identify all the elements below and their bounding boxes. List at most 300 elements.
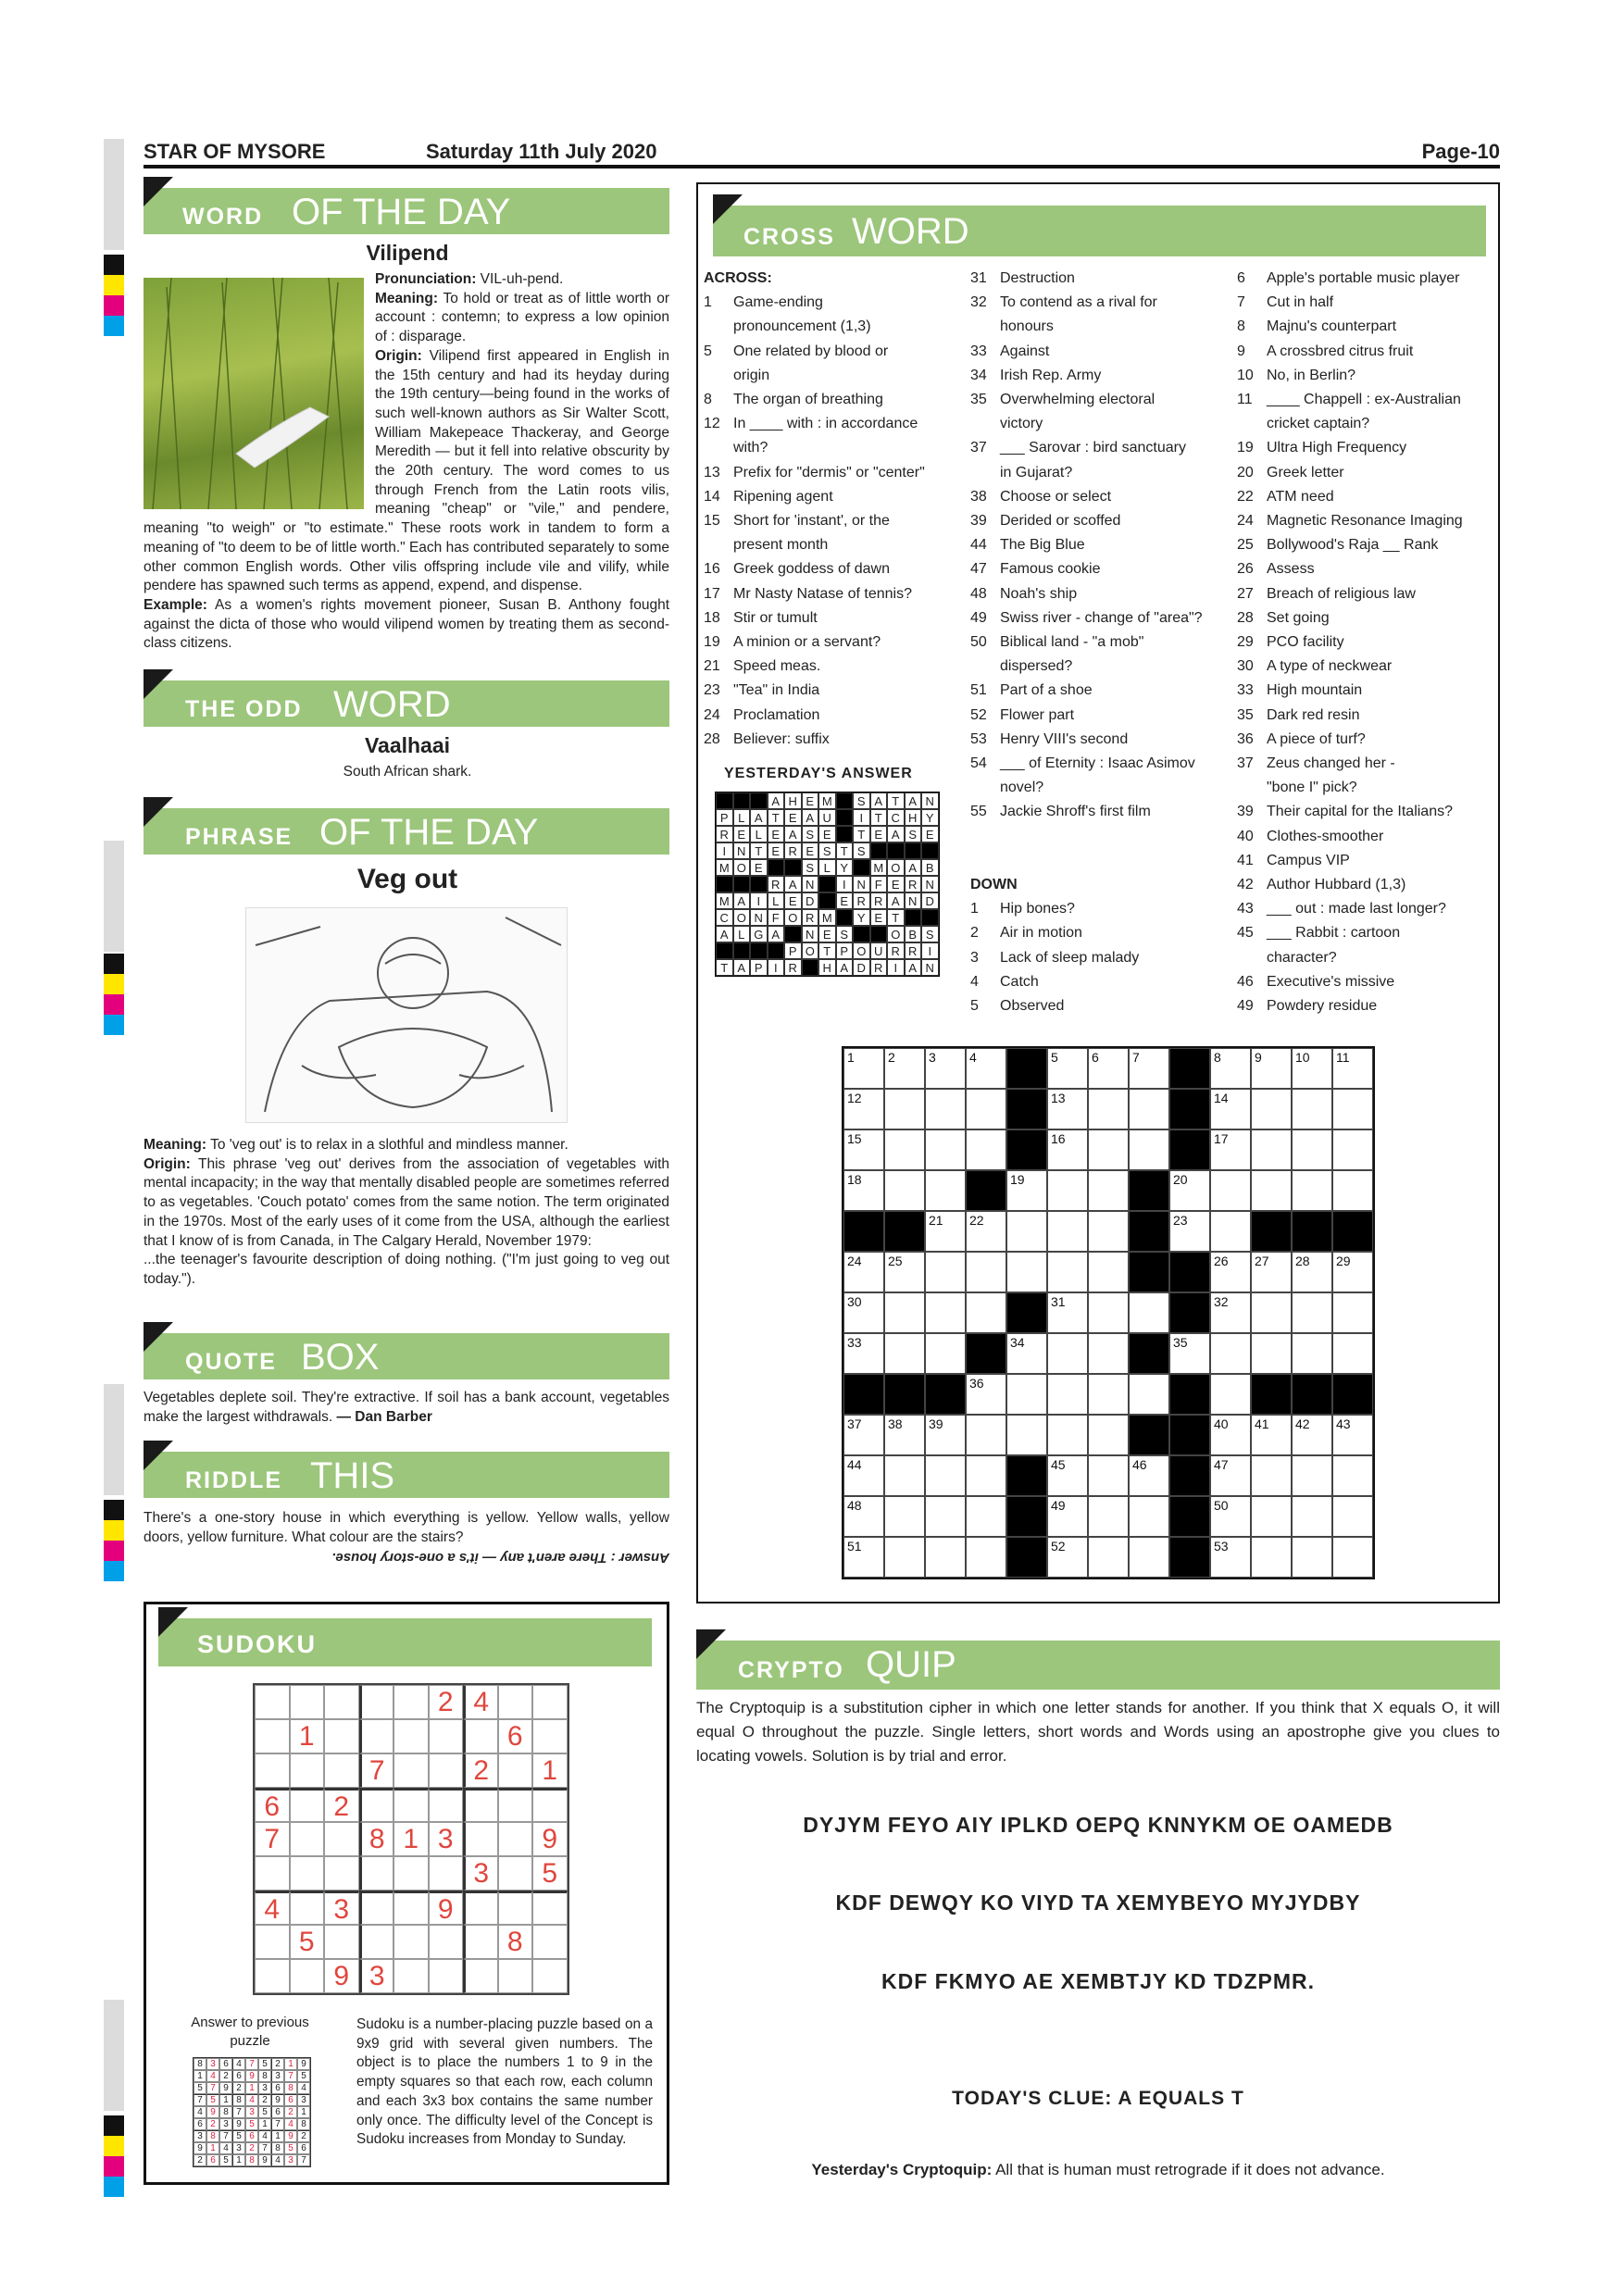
sudoku-cell[interactable]	[394, 1788, 429, 1822]
crossword-cell[interactable]	[1210, 1170, 1251, 1211]
crossword-cell[interactable]	[1006, 1252, 1047, 1292]
sudoku-cell[interactable]	[463, 1959, 498, 1993]
answer-cell: L	[733, 926, 751, 942]
clue-number: 31	[1051, 1294, 1066, 1309]
crossword-cell[interactable]	[1169, 1537, 1210, 1578]
sudoku-cell[interactable]	[394, 1925, 429, 1959]
crossword-cell[interactable]	[925, 1496, 966, 1537]
answer-cell: O	[733, 859, 751, 876]
crossword-cell[interactable]	[843, 1455, 884, 1496]
crossword-cell[interactable]	[1292, 1048, 1332, 1089]
crossword-cell[interactable]	[843, 1537, 884, 1578]
crossword-cell[interactable]	[1006, 1496, 1047, 1537]
crossword-cell[interactable]	[1332, 1333, 1373, 1374]
crossword-cell[interactable]	[1251, 1537, 1292, 1578]
crossword-cell[interactable]	[1251, 1292, 1292, 1333]
sudoku-cell[interactable]	[359, 1925, 394, 1959]
crossword-cell[interactable]	[1006, 1333, 1047, 1374]
crossword-cell[interactable]	[1332, 1170, 1373, 1211]
crossword-cell[interactable]	[1047, 1415, 1088, 1455]
answer-cell	[921, 842, 939, 859]
crossword-cell[interactable]	[1088, 1129, 1129, 1170]
sudoku-cell[interactable]	[324, 1719, 359, 1753]
sudoku-cell[interactable]	[255, 1925, 290, 1959]
clue-item: 49 Powdery residue	[1237, 998, 1378, 1015]
clue-item: 11 ____ Chappell : ex-Australian	[1237, 392, 1461, 408]
across-clues-col1: ACROSS: 1 Game-ending pronouncement (1,3) 5 One related by blood or origin 8 The organ of breathing 12 In ____ with : in accordance with? 13 Prefix for "dermis" or "center" 14 Ripening agent 15 Short for 'instant', or the present month 16 Greek goddess of dawn 17 Mr Nasty Natase of tennis? 18 Stir or tumult 19 A minion or a servant? 21 Speed meas. 23 "Tea" in India 24 Proclamation 28 Believer: suffix	[704, 267, 963, 752]
crossword-cell[interactable]	[1292, 1496, 1332, 1537]
sudoku-cell[interactable]	[463, 1925, 498, 1959]
clue-number: 39	[929, 1416, 943, 1431]
clue-item: character?	[1267, 949, 1337, 966]
crossword-cell[interactable]	[1292, 1252, 1332, 1292]
crossword-cell[interactable]	[966, 1333, 1006, 1374]
clue-item: 39 Derided or scoffed	[970, 513, 1121, 530]
crossword-cell[interactable]	[1129, 1537, 1169, 1578]
sudoku-cell[interactable]: 8	[359, 1822, 394, 1856]
crossword-cell[interactable]	[884, 1129, 925, 1170]
sudoku-cell[interactable]: 4	[255, 1890, 290, 1925]
crossword-cell[interactable]	[1251, 1170, 1292, 1211]
crossword-cell[interactable]	[1169, 1211, 1210, 1252]
crossword-cell[interactable]	[1129, 1129, 1169, 1170]
sudoku-cell[interactable]	[394, 1959, 429, 1993]
crossword-cell[interactable]	[925, 1333, 966, 1374]
crossword-cell[interactable]	[843, 1170, 884, 1211]
clue-item: 15 Short for 'instant', or the	[704, 513, 890, 530]
crossword-cell[interactable]	[1210, 1537, 1251, 1578]
sudoku-cell[interactable]: 9	[429, 1890, 464, 1925]
sudoku-answer-cell: 4	[271, 2154, 284, 2166]
crossword-cell[interactable]	[1006, 1211, 1047, 1252]
crossword-cell[interactable]	[1006, 1089, 1047, 1129]
crossword-cell[interactable]	[1129, 1211, 1169, 1252]
clue-item: 12 In ____ with : in accordance	[704, 416, 918, 432]
clue-number: 22	[969, 1213, 984, 1228]
crossword-cell[interactable]	[1210, 1374, 1251, 1415]
crossword-cell[interactable]	[1169, 1252, 1210, 1292]
sudoku-cell[interactable]	[429, 1856, 464, 1890]
crossword-cell[interactable]	[966, 1374, 1006, 1415]
crossword-cell[interactable]	[1129, 1455, 1169, 1496]
crossword-cell[interactable]	[1210, 1252, 1251, 1292]
crossword-cell[interactable]	[1129, 1089, 1169, 1129]
crossword-cell[interactable]	[1129, 1048, 1169, 1089]
sudoku-cell[interactable]	[324, 1925, 359, 1959]
crossword-cell[interactable]	[1210, 1089, 1251, 1129]
sudoku-answer-cell: 1	[245, 2082, 258, 2094]
paper-name: STAR OF MYSORE	[144, 140, 326, 163]
crossword-cell[interactable]	[925, 1374, 966, 1415]
crossword-cell[interactable]	[1088, 1455, 1129, 1496]
sudoku-answer-cell: 5	[194, 2082, 206, 2094]
crossword-cell[interactable]	[1169, 1455, 1210, 1496]
crossword-cell[interactable]	[1047, 1170, 1088, 1211]
answer-cell: R	[905, 876, 922, 892]
crossword-cell[interactable]	[1332, 1374, 1373, 1415]
crossword-cell[interactable]	[1088, 1374, 1129, 1415]
crossword-cell[interactable]	[925, 1089, 966, 1129]
yesterday-answer-label: YESTERDAY'S ANSWER	[724, 766, 913, 781]
crossword-cell[interactable]	[1006, 1537, 1047, 1578]
crossword-cell[interactable]	[925, 1252, 966, 1292]
answer-cell: S	[818, 842, 836, 859]
crossword-cell[interactable]	[1251, 1415, 1292, 1455]
sudoku-cell[interactable]	[429, 1959, 464, 1993]
crossword-cell[interactable]	[966, 1170, 1006, 1211]
crossword-cell[interactable]	[1251, 1333, 1292, 1374]
crossword-cell[interactable]	[843, 1252, 884, 1292]
crossword-cell[interactable]	[884, 1496, 925, 1537]
crossword-cell[interactable]	[1129, 1415, 1169, 1455]
crossword-cell[interactable]	[1210, 1292, 1251, 1333]
crossword-cell[interactable]	[1088, 1252, 1129, 1292]
crossword-cell[interactable]	[1047, 1333, 1088, 1374]
crossword-cell[interactable]	[884, 1292, 925, 1333]
sudoku-cell[interactable]	[498, 1822, 533, 1856]
crossword-cell[interactable]	[966, 1496, 1006, 1537]
crossword-cell[interactable]	[966, 1211, 1006, 1252]
sudoku-cell[interactable]	[255, 1753, 290, 1788]
sudoku-cell[interactable]	[255, 1959, 290, 1993]
crossword-cell[interactable]	[1088, 1048, 1129, 1089]
crossword-cell[interactable]	[925, 1455, 966, 1496]
sudoku-cell[interactable]	[498, 1890, 533, 1925]
answer-cell: O	[784, 909, 802, 926]
clue-number: 29	[1336, 1254, 1351, 1268]
sudoku-cell[interactable]	[463, 1719, 498, 1753]
answer-cell: N	[905, 892, 922, 909]
crossword-cell[interactable]	[884, 1048, 925, 1089]
crossword-cell[interactable]	[843, 1129, 884, 1170]
quote-band: QUOTE BOX	[144, 1333, 669, 1379]
crossword-cell[interactable]	[884, 1252, 925, 1292]
sudoku-cell[interactable]	[290, 1856, 325, 1890]
crossword-cell[interactable]	[843, 1089, 884, 1129]
sudoku-cell[interactable]	[532, 1959, 568, 1993]
sudoku-cell[interactable]	[394, 1685, 429, 1719]
crossword-cell[interactable]	[1169, 1048, 1210, 1089]
crossword-cell[interactable]	[1169, 1129, 1210, 1170]
crossword-cell[interactable]	[1088, 1292, 1129, 1333]
sudoku-cell[interactable]	[463, 1822, 498, 1856]
answer-cell: A	[802, 809, 819, 826]
crossword-cell[interactable]	[1292, 1374, 1332, 1415]
crossword-cell[interactable]	[1169, 1333, 1210, 1374]
crossword-cell[interactable]	[1332, 1537, 1373, 1578]
crossword-cell[interactable]	[1210, 1415, 1251, 1455]
sudoku-cell[interactable]	[394, 1719, 429, 1753]
crossword-cell[interactable]	[1251, 1129, 1292, 1170]
crossword-cell[interactable]	[884, 1374, 925, 1415]
crossword-cell[interactable]	[1169, 1292, 1210, 1333]
crossword-cell[interactable]	[1006, 1415, 1047, 1455]
sudoku-cell[interactable]	[498, 1753, 533, 1788]
sudoku-cell[interactable]	[429, 1719, 464, 1753]
sudoku-cell[interactable]: 2	[429, 1685, 464, 1719]
crossword-cell[interactable]	[1210, 1333, 1251, 1374]
crossword-cell[interactable]	[925, 1048, 966, 1089]
crossword-cell[interactable]	[1088, 1537, 1129, 1578]
crossword-cell[interactable]	[1292, 1537, 1332, 1578]
crossword-cell[interactable]	[925, 1292, 966, 1333]
clue-item: cricket captain?	[1267, 416, 1370, 432]
crossword-cell[interactable]	[1129, 1252, 1169, 1292]
sudoku-cell[interactable]	[532, 1890, 568, 1925]
sudoku-cell[interactable]: 1	[290, 1719, 325, 1753]
crossword-cell[interactable]	[966, 1089, 1006, 1129]
phrase-title: Veg out	[356, 864, 458, 894]
sudoku-cell[interactable]: 5	[290, 1925, 325, 1959]
sudoku-cell[interactable]	[498, 1856, 533, 1890]
sudoku-cell[interactable]: 1	[394, 1822, 429, 1856]
crossword-cell[interactable]	[1292, 1333, 1332, 1374]
crossword-cell[interactable]	[1047, 1455, 1088, 1496]
sudoku-answer-cell: 1	[206, 2142, 219, 2154]
crossword-cell[interactable]	[1047, 1252, 1088, 1292]
crossword-cell[interactable]	[966, 1537, 1006, 1578]
crossword-cell[interactable]	[884, 1455, 925, 1496]
crossword-cell[interactable]	[843, 1211, 884, 1252]
crossword-cell[interactable]	[1006, 1048, 1047, 1089]
crossword-cell[interactable]	[843, 1333, 884, 1374]
crossword-cell[interactable]	[1251, 1374, 1292, 1415]
crossword-cell[interactable]	[925, 1129, 966, 1170]
crossword-cell[interactable]	[1088, 1170, 1129, 1211]
sudoku-cell[interactable]	[532, 1719, 568, 1753]
answer-cell: T	[750, 842, 768, 859]
crossword-cell[interactable]	[1169, 1374, 1210, 1415]
crossword-cell[interactable]	[1129, 1292, 1169, 1333]
sudoku-cell[interactable]	[290, 1685, 325, 1719]
sudoku-cell[interactable]	[324, 1822, 359, 1856]
crossword-cell[interactable]	[1047, 1496, 1088, 1537]
crossword-cell[interactable]	[1251, 1496, 1292, 1537]
sudoku-cell[interactable]	[429, 1925, 464, 1959]
crossword-cell[interactable]	[843, 1048, 884, 1089]
crossword-cell[interactable]	[1169, 1089, 1210, 1129]
crossword-cell[interactable]	[966, 1292, 1006, 1333]
sudoku-cell[interactable]	[498, 1788, 533, 1822]
sudoku-answer-cell: 6	[271, 2082, 284, 2094]
crossword-cell[interactable]	[1006, 1129, 1047, 1170]
sudoku-answer-cell: 6	[297, 2142, 310, 2154]
sudoku-cell[interactable]	[359, 1788, 394, 1822]
sudoku-cell[interactable]: 4	[463, 1685, 498, 1719]
crossword-cell[interactable]	[1129, 1374, 1169, 1415]
answer-cell	[768, 942, 785, 959]
sudoku-answer-cell: 8	[194, 2058, 206, 2070]
clue-number: 25	[888, 1254, 903, 1268]
crossword-cell[interactable]	[1006, 1455, 1047, 1496]
sudoku-cell[interactable]	[463, 1788, 498, 1822]
sudoku-cell[interactable]	[290, 1753, 325, 1788]
crossword-cell[interactable]	[1332, 1211, 1373, 1252]
sudoku-cell[interactable]	[532, 1685, 568, 1719]
crossword-cell[interactable]	[1210, 1455, 1251, 1496]
crossword-cell[interactable]	[1332, 1496, 1373, 1537]
crossword-cell[interactable]	[1210, 1211, 1251, 1252]
crossword-cell[interactable]	[966, 1252, 1006, 1292]
sudoku-cell[interactable]: 5	[532, 1856, 568, 1890]
sudoku-cell[interactable]	[290, 1959, 325, 1993]
sudoku-answer-cell: 7	[297, 2154, 310, 2166]
crossword-cell[interactable]	[925, 1211, 966, 1252]
crossword-cell[interactable]	[1047, 1537, 1088, 1578]
crossword-cell[interactable]	[1332, 1089, 1373, 1129]
crossword-cell[interactable]	[1292, 1415, 1332, 1455]
answer-cell: T	[853, 826, 870, 842]
crossword-cell[interactable]	[1047, 1292, 1088, 1333]
sudoku-cell[interactable]	[290, 1890, 325, 1925]
crossword-cell[interactable]	[1006, 1374, 1047, 1415]
sudoku-cell[interactable]	[359, 1685, 394, 1719]
crossword-cell[interactable]	[1047, 1048, 1088, 1089]
crossword-cell[interactable]	[1088, 1333, 1129, 1374]
sudoku-cell[interactable]	[498, 1959, 533, 1993]
crossword-cell[interactable]	[1332, 1252, 1373, 1292]
crossword-cell[interactable]	[1292, 1455, 1332, 1496]
sudoku-cell[interactable]	[359, 1890, 394, 1925]
sudoku-answer-cell: 6	[284, 2094, 297, 2106]
crossword-cell[interactable]	[1251, 1211, 1292, 1252]
crossword-cell[interactable]	[966, 1129, 1006, 1170]
crossword-cell[interactable]	[843, 1374, 884, 1415]
sudoku-cell[interactable]	[463, 1890, 498, 1925]
sudoku-cell[interactable]	[324, 1685, 359, 1719]
sudoku-cell[interactable]	[359, 1719, 394, 1753]
crossword-cell[interactable]	[1332, 1292, 1373, 1333]
sudoku-cell[interactable]: 1	[532, 1753, 568, 1788]
crossword-cell[interactable]	[1129, 1496, 1169, 1537]
crossword-cell[interactable]	[925, 1415, 966, 1455]
sudoku-cell[interactable]	[394, 1890, 429, 1925]
sudoku-answer-cell: 4	[219, 2142, 232, 2154]
crossword-cell[interactable]	[1006, 1170, 1047, 1211]
crossword-cell[interactable]	[1292, 1292, 1332, 1333]
crossword-cell[interactable]	[1088, 1415, 1129, 1455]
crossword-cell[interactable]	[1251, 1455, 1292, 1496]
crossword-cell[interactable]	[1292, 1211, 1332, 1252]
sudoku-cell[interactable]	[324, 1856, 359, 1890]
crossword-cell[interactable]	[884, 1211, 925, 1252]
crossword-cell[interactable]	[1088, 1496, 1129, 1537]
sudoku-cell[interactable]: 7	[359, 1753, 394, 1788]
crossword-cell[interactable]	[1169, 1496, 1210, 1537]
sudoku-cell[interactable]: 6	[498, 1719, 533, 1753]
sudoku-cell[interactable]	[532, 1788, 568, 1822]
sudoku-cell[interactable]: 3	[429, 1822, 464, 1856]
crossword-cell[interactable]	[1047, 1374, 1088, 1415]
sudoku-cell[interactable]: 7	[255, 1822, 290, 1856]
crossword-cell[interactable]	[1210, 1048, 1251, 1089]
crossword-cell[interactable]	[1292, 1129, 1332, 1170]
sudoku-cell[interactable]: 9	[532, 1822, 568, 1856]
crossword-cell[interactable]	[1047, 1211, 1088, 1252]
crossword-cell[interactable]	[1332, 1415, 1373, 1455]
crossword-cell[interactable]	[1210, 1129, 1251, 1170]
crossword-cell[interactable]	[1251, 1048, 1292, 1089]
sudoku-cell[interactable]	[532, 1925, 568, 1959]
clue-item: 35 Overwhelming electoral	[970, 392, 1156, 408]
crossword-cell[interactable]	[966, 1048, 1006, 1089]
crossword-cell[interactable]	[966, 1415, 1006, 1455]
crossword-cell[interactable]	[925, 1537, 966, 1578]
crossword-cell[interactable]	[1332, 1048, 1373, 1089]
crossword-cell[interactable]	[884, 1333, 925, 1374]
answer-cell: O	[887, 859, 905, 876]
sudoku-cell[interactable]: 6	[255, 1788, 290, 1822]
sudoku-answer-grid	[193, 2057, 311, 2167]
sudoku-cell[interactable]: 3	[324, 1890, 359, 1925]
sudoku-cell[interactable]: 9	[324, 1959, 359, 1993]
crossword-cell[interactable]	[1251, 1252, 1292, 1292]
sudoku-cell[interactable]	[429, 1788, 464, 1822]
crossword-cell[interactable]	[884, 1537, 925, 1578]
crossword-cell[interactable]	[1169, 1170, 1210, 1211]
clue-item: 31 Destruction	[970, 270, 1075, 286]
sudoku-cell[interactable]	[255, 1719, 290, 1753]
sudoku-cell[interactable]	[290, 1822, 325, 1856]
sudoku-cell[interactable]: 3	[463, 1856, 498, 1890]
sudoku-answer-cell: 2	[219, 2070, 232, 2082]
answer-cell	[716, 876, 733, 892]
crossword-cell[interactable]	[843, 1415, 884, 1455]
sudoku-cell[interactable]	[429, 1753, 464, 1788]
crossword-cell[interactable]	[1129, 1170, 1169, 1211]
sudoku-cell[interactable]	[394, 1856, 429, 1890]
crossword-cell[interactable]	[884, 1170, 925, 1211]
crossword-cell[interactable]	[1292, 1089, 1332, 1129]
sudoku-cell[interactable]	[394, 1753, 429, 1788]
sudoku-cell[interactable]	[255, 1685, 290, 1719]
crossword-cell[interactable]	[925, 1170, 966, 1211]
crossword-cell[interactable]	[1088, 1089, 1129, 1129]
crossword-cell[interactable]	[884, 1089, 925, 1129]
crossword-cell[interactable]	[1169, 1415, 1210, 1455]
sudoku-cell[interactable]: 3	[359, 1959, 394, 1993]
crossword-cell[interactable]	[1047, 1129, 1088, 1170]
clue-item: 39 Their capital for the Italians?	[1237, 804, 1453, 820]
crossword-cell[interactable]	[1332, 1455, 1373, 1496]
crossword-cell[interactable]	[1088, 1211, 1129, 1252]
sudoku-answer-cell: 1	[232, 2154, 245, 2166]
crossword-cell[interactable]	[966, 1455, 1006, 1496]
crossword-cell[interactable]	[1129, 1333, 1169, 1374]
sudoku-cell[interactable]	[290, 1788, 325, 1822]
sudoku-cell[interactable]	[255, 1856, 290, 1890]
sudoku-cell[interactable]	[324, 1753, 359, 1788]
sudoku-cell[interactable]	[498, 1685, 533, 1719]
crossword-cell[interactable]	[1210, 1496, 1251, 1537]
sudoku-cell[interactable]: 8	[498, 1925, 533, 1959]
crossword-cell[interactable]	[1332, 1129, 1373, 1170]
crossword-cell[interactable]	[1006, 1292, 1047, 1333]
crossword-cell[interactable]	[884, 1415, 925, 1455]
crossword-cell[interactable]	[1047, 1089, 1088, 1129]
sudoku-cell[interactable]	[359, 1856, 394, 1890]
crossword-cell[interactable]	[843, 1496, 884, 1537]
crossword-cell[interactable]	[1292, 1170, 1332, 1211]
sudoku-answer-cell: 8	[206, 2130, 219, 2142]
sudoku-cell[interactable]: 2	[463, 1753, 498, 1788]
crossword-cell[interactable]	[843, 1292, 884, 1333]
answer-cell: Y	[921, 809, 939, 826]
crossword-cell[interactable]	[1251, 1089, 1292, 1129]
clue-item: 18 Stir or tumult	[704, 609, 818, 626]
answer-cell: H	[905, 809, 922, 826]
sudoku-cell[interactable]: 2	[324, 1788, 359, 1822]
